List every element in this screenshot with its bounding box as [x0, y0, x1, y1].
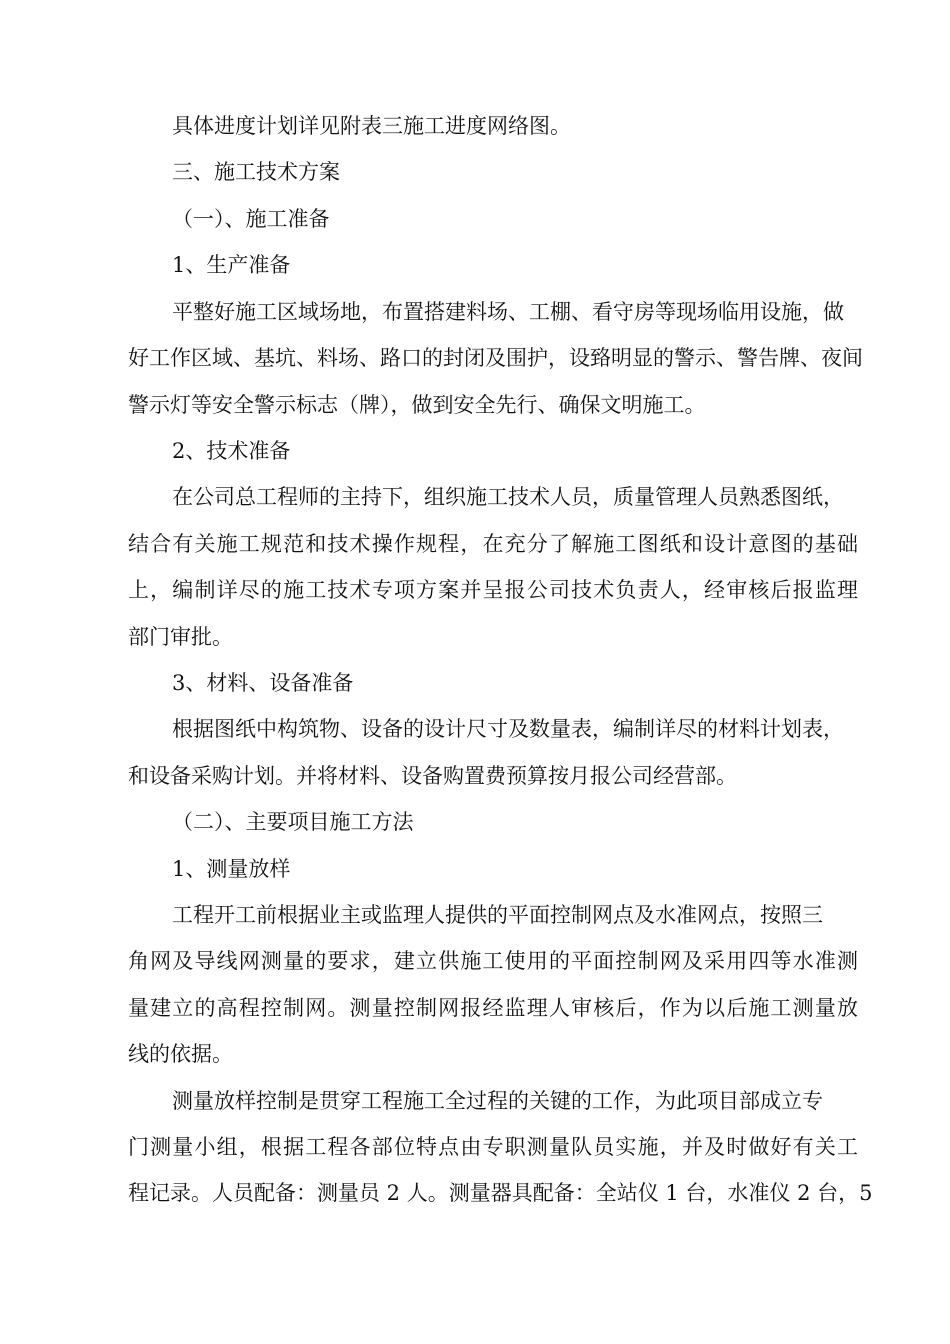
text-line: 角网及导线网测量的要求，建立供施工使用的平面控制网及采用四等水准测 [128, 949, 858, 973]
text-line: 根据图纸中构筑物、设备的设计尺寸及数量表，编制详尽的材料计划表， [172, 717, 844, 741]
text-line: 部门审批。 [128, 625, 233, 649]
text-line: 门测量小组，根据工程各部位特点由专职测量队员实施，并及时做好有关工 [128, 1135, 858, 1159]
text-line: 量建立的高程控制网。测量控制网报经监理人审核后，作为以后施工测量放 [128, 996, 858, 1020]
item-heading: 1、生产准备 [172, 253, 291, 277]
item-heading: 1、测量放样 [172, 857, 291, 881]
subsection-heading: （一）、施工准备 [172, 207, 330, 231]
item-heading: 2、技术准备 [172, 439, 291, 463]
text-line: 测量放样控制是贯穿工程施工全过程的关键的工作，为此项目部成立专 [172, 1089, 823, 1113]
item-heading: 3、材料、设备准备 [172, 671, 354, 695]
text-line: 具体进度计划详见附表三施工进度网络图。 [172, 114, 571, 138]
text-line: 上，编制详尽的施工技术专项方案并呈报公司技术负责人，经审核后报监理 [128, 578, 858, 602]
subsection-heading: （二）、主要项目施工方法 [172, 810, 414, 834]
text-line: 在公司总工程师的主持下，组织施工技术人员，质量管理人员熟悉图纸， [172, 485, 844, 509]
text-line: 线的依据。 [128, 1042, 233, 1066]
text-line: 和设备采购计划。并将材料、设备购置费预算按月报公司经营部。 [128, 764, 737, 788]
section-heading: 三、施工技术方案 [172, 160, 340, 184]
text-line: 结合有关施工规范和技术操作规程，在充分了解施工图纸和设计意图的基础 [128, 532, 858, 556]
text-line: 平整好施工区域场地，布置搭建料场、工棚、看守房等现场临用设施，做 [172, 300, 844, 324]
text-line: 警示灯等安全警示标志（牌），做到安全先行、确保文明施工。 [128, 393, 706, 417]
text-line: 好工作区域、基坑、料场、路口的封闭及围护，设臵明显的警示、警告牌、夜间 [128, 346, 863, 370]
text-line: 程记录。人员配备：测量员 2 人。测量器具配备：全站仪 1 台，水准仪 2 台，5 [128, 1181, 873, 1205]
text-line: 工程开工前根据业主或监理人提供的平面控制网点及水准网点，按照三 [172, 903, 823, 927]
